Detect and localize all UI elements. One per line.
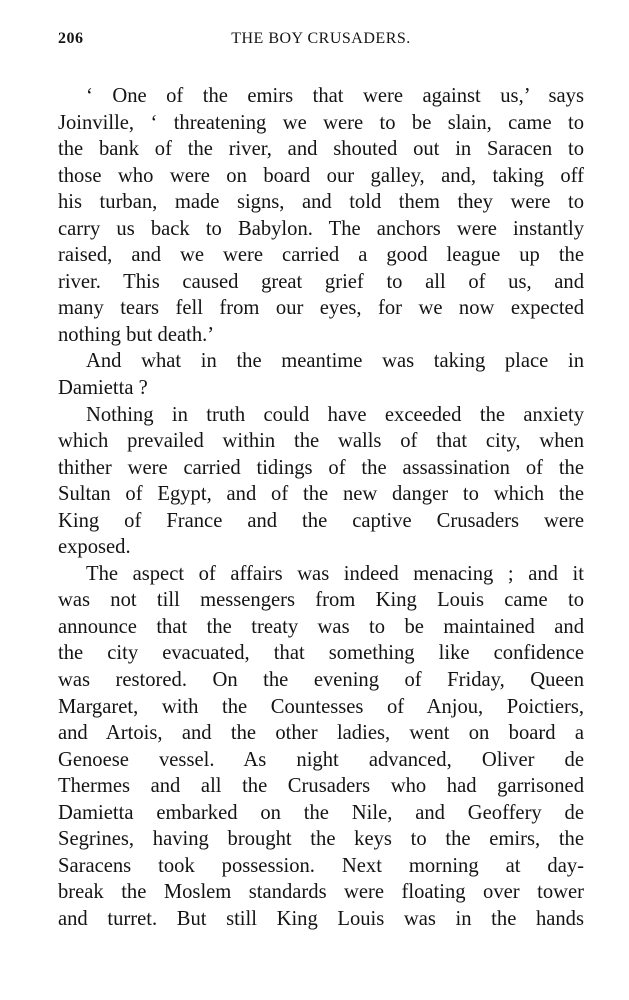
text-line: The aspect of affairs was indeed menacing ; and it	[86, 562, 584, 585]
text-line: nothing but death.’	[58, 323, 215, 346]
text-line: river. This caused great grief to all of us, and	[58, 270, 584, 293]
text-line: Joinville, ‘ threatening we were to be slain, came to	[58, 111, 584, 134]
text-line: Margaret, with the Countesses of Anjou, Poictiers,	[58, 695, 584, 718]
text-line: Damietta ?	[58, 377, 148, 400]
text-line: ‘ One of the emirs that were against us,’ says	[86, 85, 584, 107]
text-line: break the Moslem standards were floating over tower	[58, 881, 584, 904]
text-line: was restored. On the evening of Friday, Queen	[58, 669, 584, 692]
text-line: exposed.	[58, 536, 131, 559]
paragraph-1	[58, 83, 584, 348]
paragraph-4	[58, 561, 584, 933]
body-text	[58, 83, 584, 933]
text-line: many tears fell from our eyes, for we now expected	[58, 297, 584, 320]
text-line: Damietta embarked on the Nile, and Geoffery de	[58, 801, 584, 824]
text-line: Nothing in truth could have exceeded the anxiety	[86, 403, 584, 426]
text-line: Genoese vessel. As night advanced, Oliver de	[58, 748, 584, 771]
text-line: Sultan of Egypt, and of the new danger to which the	[58, 483, 584, 506]
text-line: the bank of the river, and shouted out in Saracen to	[58, 138, 584, 161]
text-line: Saracens took possession. Next morning at day-	[58, 854, 584, 877]
text-line: announce that the treaty was to be maintained and	[58, 615, 584, 638]
page-number: 206	[58, 30, 84, 47]
text-line: King of France and the captive Crusaders were	[58, 509, 584, 532]
text-line: which prevailed within the walls of that city, when	[58, 430, 584, 453]
running-head: THE BOY CRUSADERS.	[231, 30, 411, 47]
text-line: Segrines, having brought the keys to the emirs, the	[58, 828, 584, 851]
text-line: raised, and we were carried a good league up the	[58, 244, 584, 267]
text-line: his turban, made signs, and told them they were to	[58, 191, 584, 214]
text-line: was not till messengers from King Louis came to	[58, 589, 584, 612]
text-line: the city evacuated, that something like confidence	[58, 642, 584, 665]
text-line: Thermes and all the Crusaders who had garrisoned	[58, 775, 584, 798]
text-line: And what in the meantime was taking place in	[86, 350, 584, 373]
text-line: and Artois, and the other ladies, went on board a	[58, 722, 584, 745]
paragraph-2	[58, 348, 584, 401]
paragraph-3	[58, 402, 584, 561]
text-line: thither were carried tidings of the assassination of the	[58, 456, 584, 479]
text-line: and turret. But still King Louis was in the hands	[58, 907, 584, 930]
text-line: carry us back to Babylon. The anchors were instantly	[58, 217, 584, 240]
text-line: those who were on board our galley, and, taking off	[58, 164, 584, 187]
page-header	[58, 30, 584, 56]
